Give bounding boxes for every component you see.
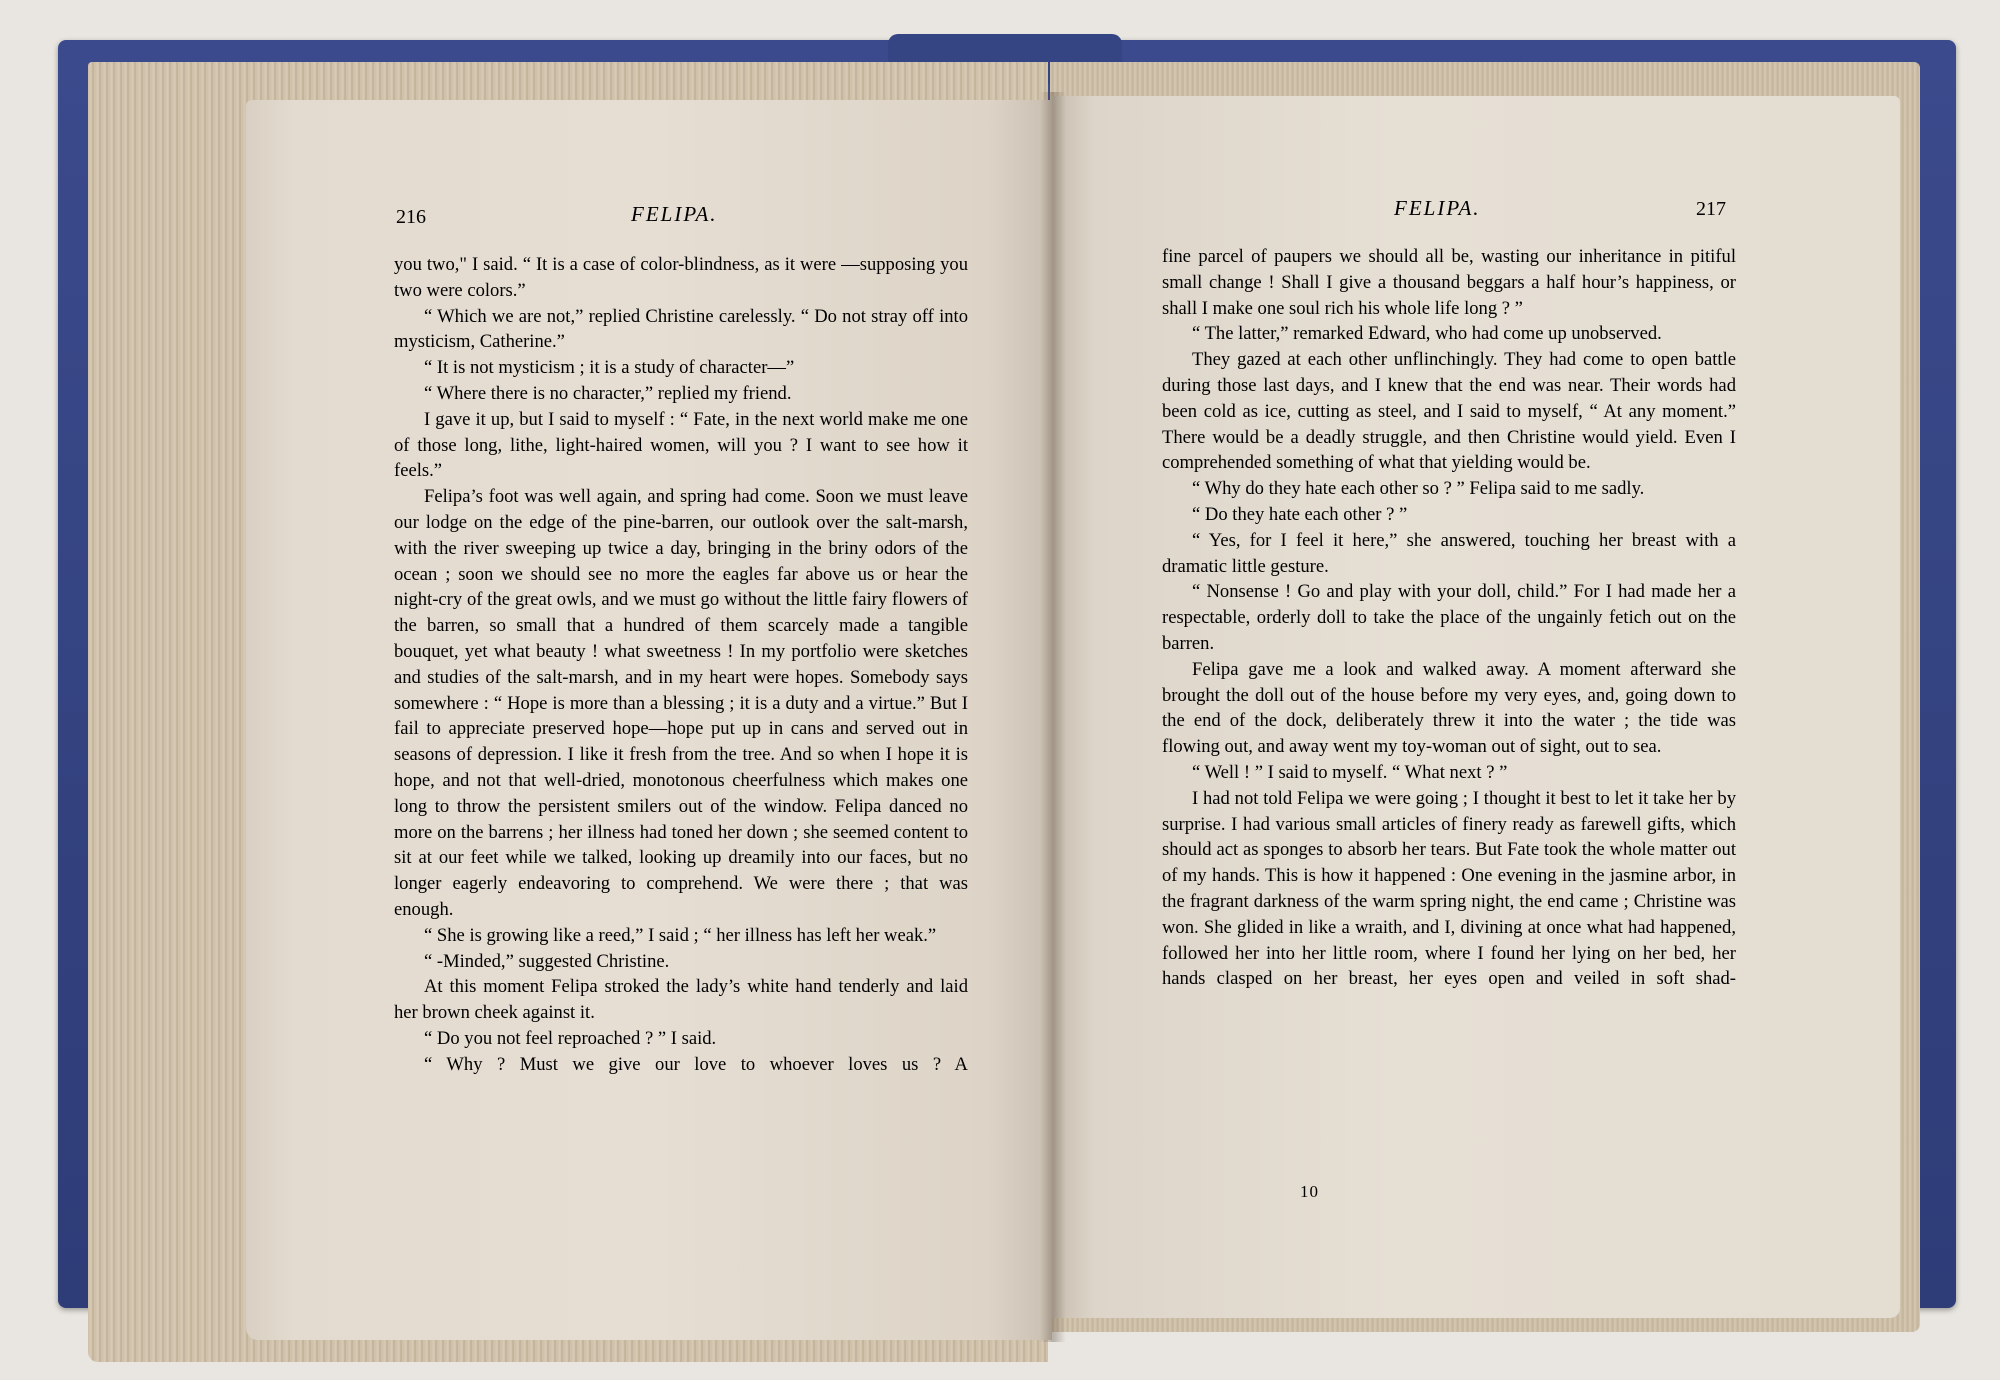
left-paragraph-1: you two," I said. “ It is a case of color-blindness, as it were —supposing you two were colors.” — [394, 254, 968, 301]
gutter-shadow — [1040, 92, 1066, 1342]
left-paragraph-5: I gave it up, but I said to myself : “ Fate, in the next world make me one of those long, lithe, light-haired women, will you ? I want to see how it feels.” — [394, 408, 968, 482]
left-paragraph-4: “ Where there is no character,” replied my friend. — [424, 382, 792, 404]
left-paragraph-8: “ -Minded,” suggested Christine. — [424, 950, 670, 972]
left-paragraph-2: “ Which we are not,” replied Christine carelessly. “ Do not stray off into mysticism, Catherine.” — [394, 305, 968, 353]
left-paragraph-9: At this moment Felipa stroked the lady’s white hand tenderly and laid her brown cheek against it. — [394, 976, 968, 1024]
right-paragraph-5: “ Do they hate each other ? ” — [1192, 503, 1408, 525]
right-page-text — [1162, 244, 1736, 992]
left-paragraph-7: “ She is growing like a reed,” I said ; “ her illness has left her weak.” — [424, 924, 937, 946]
right-running-head: FELIPA. — [1394, 196, 1481, 220]
right-paragraph-9: “ Well ! ” I said to myself. “ What next ? ” — [1192, 761, 1508, 783]
left-page-number: 216 — [396, 206, 426, 228]
left-running-head: FELIPA. — [631, 202, 718, 226]
right-paragraph-6: “ Yes, for I feel it here,” she answered, touching her breast with a dramatic little gesture. — [1162, 529, 1736, 577]
left-page-text — [394, 252, 968, 1078]
left-paragraph-6: Felipa’s foot was well again, and spring had come. Soon we must leave our lodge on the edge of the pine-barren, our outlook over the salt-marsh, with the river sweeping up twice a day, bringing in the briny odors of the ocean ; soon we should see no more the eagles far above us or hear the night-cry of the great owls, and we must go without the little fairy flowers of the barren, so small that a hundred of them scarcely made a tangible bouquet, yet what beauty ! what sweetness ! In my portfolio were sketches and studies of the salt-marsh, and in my heart were hopes. Somebody says somewhere : “ Hope is more than a blessing ; it is a duty and a virtue.” But I fail to appreciate preserved hope—hope put up in cans and served out in seasons of depression. I like it fresh from the tree. And so when I hope it is hope, and not that well-dried, monotonous cheerfulness which makes one long to throw the persistent smilers out of the window. Felipa danced no more on the barrens ; her illness had toned her down ; she seemed content to sit at our feet while we talked, looking up dreamily into our faces, but no longer eagerly endeavoring to comprehend. We were there ; that was enough. — [394, 486, 968, 920]
right-paragraph-4: “ Why do they hate each other so ? ” Felipa said to me sadly. — [1192, 478, 1645, 500]
signature-mark: 10 — [1300, 1182, 1319, 1201]
right-paragraph-1: fine parcel of paupers we should all be, wasting our inheritance in pitiful small change ! Shall I give a thousand beggars a half hour’s happiness, or shall I make one soul rich his whole life long ? ” — [1162, 246, 1736, 319]
right-paragraph-10: I had not told Felipa we were going ; I thought it best to let it take her by surprise. I had various small articles of finery ready as farewell gifts, which should act as sponges to absorb her tears. But Fate took the whole matter out of my hands. This is how it happened : One evening in the jasmine arbor, in the fragrant darkness of the warm spring night, the end came ; Christine was won. She glided in like a wraith, and I, divining at once what had happened, followed her into her little room, where I found her lying on her bed, her hands clasped on her breast, her eyes open and veiled in soft shad- — [1162, 787, 1736, 990]
left-paragraph-3: “ It is not mysticism ; it is a study of character—” — [424, 357, 795, 379]
right-paragraph-8: Felipa gave me a look and walked away. A moment afterward she brought the doll out of the house before my very eyes, and, going down to the end of the dock, deliberately threw it into the water ; the tide was flowing out, and away went my toy-woman out of sight, out to sea. — [1162, 658, 1736, 758]
right-paragraph-2: “ The latter,” remarked Edward, who had come up unobserved. — [1192, 323, 1662, 345]
left-paragraph-10: “ Do you not feel reproached ? ” I said. — [424, 1027, 717, 1049]
right-page-number: 217 — [1696, 198, 1726, 220]
right-paragraph-3: They gazed at each other unflinchingly. They had come to open battle during those last days, and I knew that the end was near. Their words had been cold as ice, cutting as steel, and I said to myself, “ At any moment.” There would be a deadly struggle, and then Christine would yield. Even I comprehended something of what that yielding would be. — [1162, 349, 1736, 474]
right-paragraph-7: “ Nonsense ! Go and play with your doll, child.” For I had made her a respectable, orderly doll to take the place of the ungainly fetich out on the barren. — [1162, 581, 1736, 654]
left-paragraph-11: “ Why ? Must we give our love to whoever loves us ? A — [424, 1053, 968, 1075]
